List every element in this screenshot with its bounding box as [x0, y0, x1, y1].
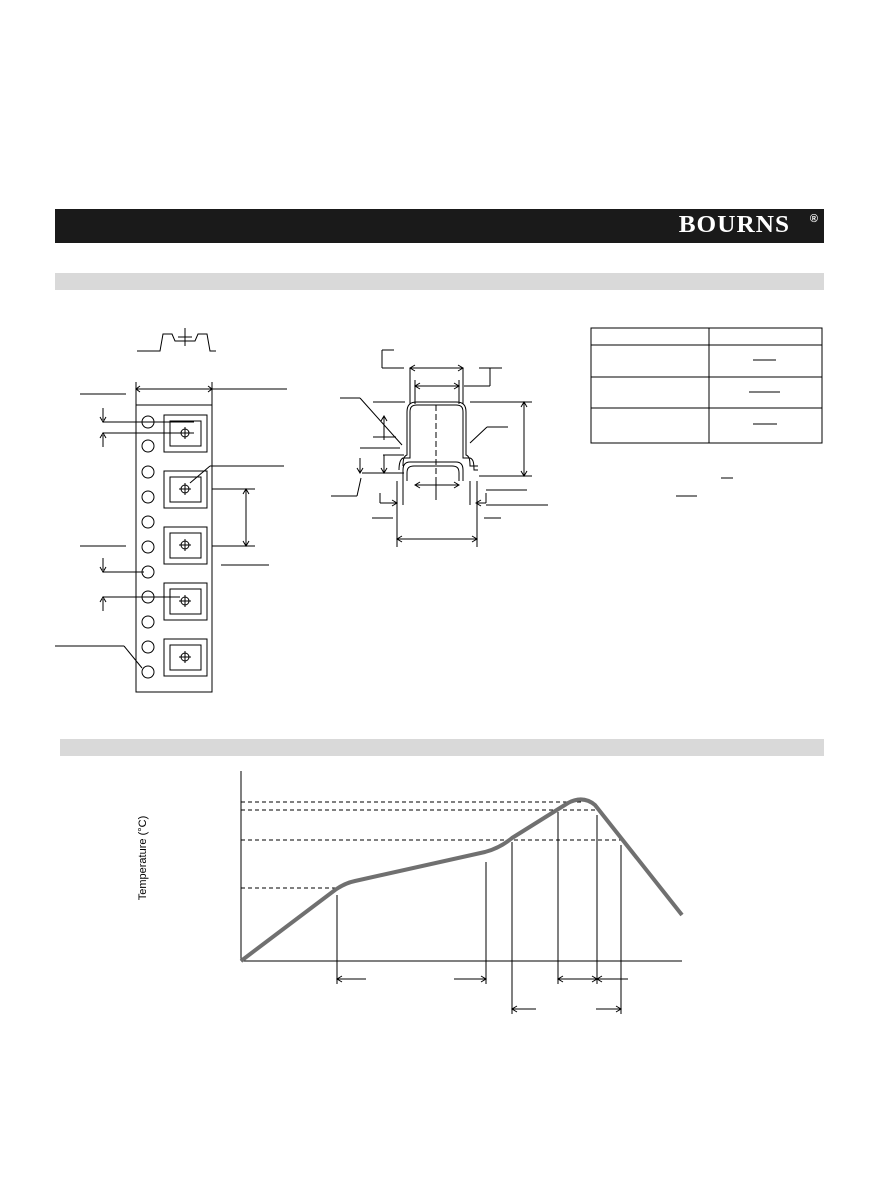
chart-axes: [241, 771, 682, 961]
time-markers: [337, 812, 621, 1014]
bourns-logo: BOURNS: [678, 212, 790, 238]
registered-mark: ®: [809, 213, 818, 225]
reflow-profile-curve: [241, 799, 682, 961]
temperature-reference-lines: [241, 802, 621, 888]
time-dimension-arrows: [337, 966, 628, 1012]
chart-y-axis-label: Temperature (°C): [137, 815, 149, 901]
